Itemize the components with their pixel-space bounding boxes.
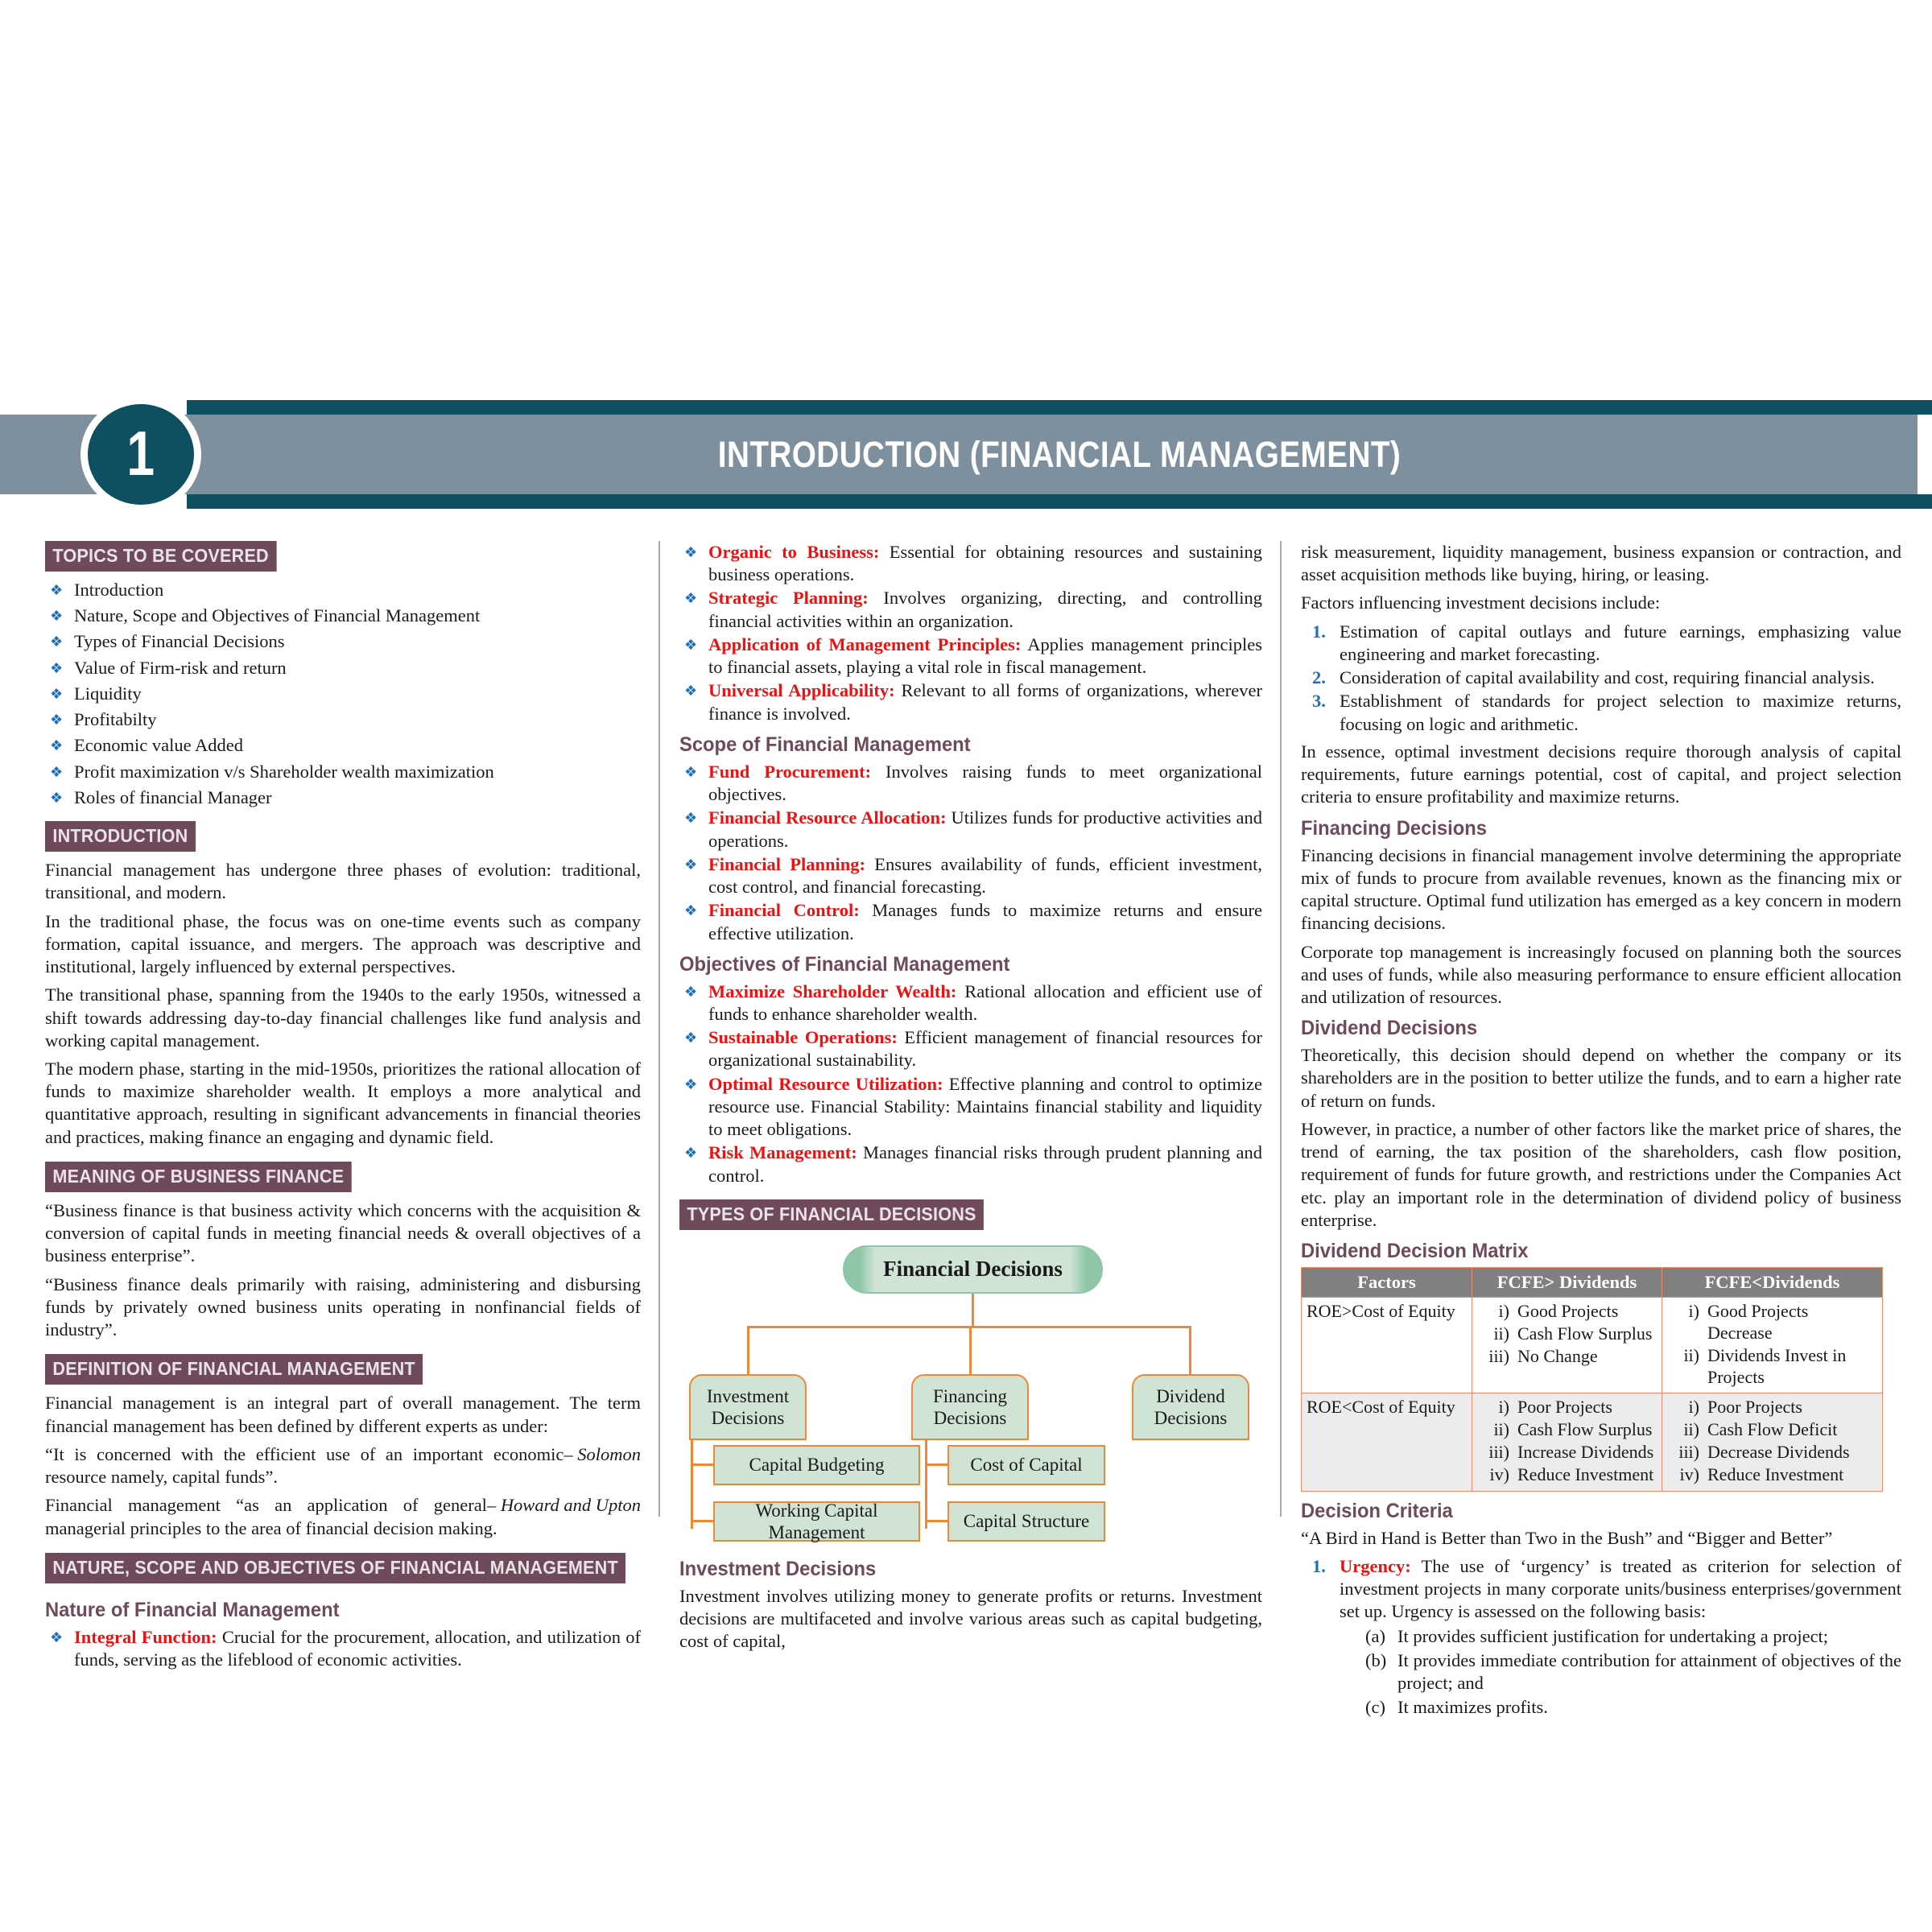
item-text: Increase Dividends <box>1517 1442 1654 1463</box>
column-header-fcfe-gt-dividends: FCFE> Dividends <box>1472 1268 1662 1298</box>
diamond-bullet-icon: ❖ <box>684 590 698 607</box>
item-lead: Sustainable Operations: <box>708 1027 898 1048</box>
flow-connector <box>691 1463 715 1466</box>
paragraph: Theoretically, this decision should depend on whether the company or its shareholders are in the position to better utilize the funds, and to earn a higher rate of return on funds. <box>1301 1045 1901 1111</box>
list-marker: i) <box>1688 1397 1699 1418</box>
right-column <box>1280 541 1901 1718</box>
chapter-title: INTRODUCTION (FINANCIAL MANAGEMENT) <box>717 433 1402 475</box>
item-text: Efficient management of financial resources for organizational sustainability. <box>708 1027 1262 1071</box>
list-item <box>1479 1442 1655 1463</box>
item-lead: Universal Applicability: <box>708 680 895 701</box>
list-item <box>1362 1649 1901 1695</box>
criteria-sub-list <box>1340 1625 1901 1719</box>
diamond-bullet-icon: ❖ <box>684 902 698 919</box>
topic-label: Economic value Added <box>74 735 243 756</box>
section-header-business-finance: MEANING OF BUSINESS FINANCE <box>45 1162 352 1192</box>
list-item <box>45 708 641 731</box>
list-item <box>1479 1323 1655 1345</box>
item-lead: Financial Planning: <box>708 853 866 874</box>
list-marker: (b) <box>1365 1649 1387 1670</box>
subheading-dividend-decision-matrix: Dividend Decision Matrix <box>1301 1240 1529 1263</box>
list-item <box>45 630 641 653</box>
list-marker: 3. <box>1312 691 1326 712</box>
item-text: No Change <box>1517 1345 1598 1366</box>
paragraph: In the traditional phase, the focus was on one-time events such as company formation, capital issuance, and mergers. The approach was descriptive and institutional, largely influenced by external perspectives. <box>45 910 641 977</box>
list-item <box>1362 1696 1901 1719</box>
list-item <box>45 761 641 783</box>
flow-node-cost-of-capital: Cost of Capital <box>947 1445 1105 1485</box>
section-header-definition: DEFINITION OF FINANCIAL MANAGEMENT <box>45 1354 423 1385</box>
item-text: Cash Flow Deficit <box>1707 1419 1838 1440</box>
item-text: Poor Projects <box>1707 1397 1802 1418</box>
list-marker: (a) <box>1365 1625 1385 1646</box>
item-text: It provides immediate contribution for attainment of objectives of the project; and <box>1397 1649 1901 1694</box>
list-marker: i) <box>1498 1397 1509 1418</box>
diamond-bullet-icon: ❖ <box>684 636 698 653</box>
item-lead: Strategic Planning: <box>708 588 869 609</box>
list-marker: iv) <box>1489 1463 1509 1484</box>
list-item <box>45 579 641 601</box>
banner-top-rule <box>187 400 1932 415</box>
diamond-bullet-icon: ❖ <box>50 685 64 702</box>
list-item <box>1479 1419 1655 1441</box>
flow-connector <box>747 1326 749 1374</box>
item-text: Involves raising funds to meet organizational objectives. <box>708 761 1262 805</box>
list-item <box>1669 1345 1876 1389</box>
flow-node-dividend-decisions: Dividend Decisions <box>1132 1374 1249 1440</box>
subheading-investment-decisions: Investment Decisions <box>679 1557 877 1580</box>
list-item <box>679 634 1262 679</box>
topics-list <box>45 579 641 809</box>
chapter-banner <box>0 400 1932 509</box>
cell-factor: ROE<Cost of Equity <box>1302 1393 1472 1491</box>
item-lead: Optimal Resource Utilization: <box>708 1073 943 1094</box>
paragraph: Corporate top management is increasingly focused on planning both the sources and uses of funds, while also measuring performance to ensure efficient allocation and utilization of resources. <box>1301 941 1901 1007</box>
cell-fcfe-lt <box>1662 1393 1883 1491</box>
list-item <box>1669 1419 1876 1441</box>
diamond-bullet-icon: ❖ <box>50 789 64 806</box>
paragraph: “A Bird in Hand is Better than Two in the Bush” and “Bigger and Better” <box>1301 1527 1833 1548</box>
flow-node-financing-decisions: Financing Decisions <box>911 1374 1029 1440</box>
list-item <box>1301 1555 1901 1719</box>
item-text: Essential for obtaining resources and sustaining business operations. <box>708 542 1263 585</box>
column-header-factors: Factors <box>1302 1268 1472 1298</box>
topic-label: Roles of financial Manager <box>74 786 272 807</box>
item-lead: Financial Control: <box>708 900 860 921</box>
item-text: The use of ‘urgency’ is treated as criterion for selection of investment projects in many corporate units/business enterprises/government set up. Urgency is assessed on the following basis: <box>1340 1555 1901 1622</box>
item-text: Effective planning and control to optimize resource use. Financial Stability: Maintains financial stability and liquidity to meet obligations. <box>708 1073 1262 1140</box>
cell-fcfe-gt <box>1472 1393 1662 1491</box>
list-item <box>45 786 641 809</box>
quote-text: Financial management “as an application of general managerial principles to the area of financial decision making. <box>45 1495 497 1538</box>
item-text: Reduce Investment <box>1517 1463 1654 1484</box>
list-marker: ii) <box>1493 1419 1509 1440</box>
list-item <box>679 853 1262 898</box>
cell-fcfe-lt <box>1662 1298 1883 1393</box>
list-item <box>1669 1301 1876 1344</box>
section-header-nature-scope: NATURE, SCOPE AND OBJECTIVES OF FINANCIAL MANAGEMENT <box>45 1553 625 1583</box>
paragraph: In essence, optimal investment decisions require thorough analysis of capital requirements, future earnings potential, cost of capital, and project selection criteria to ensure profitability and maximize returns. <box>1301 741 1901 807</box>
scope-list <box>679 761 1262 945</box>
financial-decisions-flowchart <box>679 1245 1264 1550</box>
list-marker: iii) <box>1488 1442 1509 1463</box>
list-item <box>679 679 1262 724</box>
list-marker: 1. <box>1312 1555 1326 1576</box>
topic-label: Introduction <box>74 580 164 600</box>
subheading-decision-criteria: Decision Criteria <box>1301 1499 1453 1522</box>
item-lead: Application of Management Principles: <box>708 634 1022 654</box>
item-lead: Fund Procurement: <box>708 761 872 782</box>
flow-node-investment-decisions: Investment Decisions <box>689 1374 807 1440</box>
diamond-bullet-icon: ❖ <box>684 856 698 873</box>
item-text: Good Projects Decrease <box>1707 1301 1809 1343</box>
roman-list <box>1479 1397 1655 1485</box>
list-marker: ii) <box>1493 1323 1509 1344</box>
list-marker: ii) <box>1683 1419 1699 1440</box>
list-marker: 2. <box>1312 667 1326 688</box>
list-item <box>1669 1397 1876 1418</box>
list-item <box>1301 621 1901 666</box>
list-marker: iii) <box>1488 1345 1509 1366</box>
quote-text: “It is concerned with the efficient use of an important economic resource namely, capital funds”. <box>45 1443 564 1488</box>
item-text: Reduce Investment <box>1707 1463 1844 1484</box>
list-item <box>45 683 641 705</box>
list-item <box>679 807 1262 852</box>
quote-paragraph <box>45 1443 641 1488</box>
list-item <box>1669 1464 1876 1486</box>
subheading-nature: Nature of Financial Management <box>45 1598 340 1621</box>
flow-node-root: Financial Decisions <box>843 1245 1103 1294</box>
item-text: Estimation of capital outlays and future earnings, emphasizing value engineering and market forecasting. <box>1340 621 1901 664</box>
list-item <box>45 1626 641 1671</box>
flow-node-working-capital-management: Working Capital Management <box>713 1501 920 1542</box>
item-text: Good Projects <box>1517 1301 1619 1322</box>
topic-label: Profitabilty <box>74 709 157 730</box>
item-text: Manages funds to maximize returns and ensure effective utilization. <box>708 900 1262 943</box>
roman-list <box>1479 1301 1655 1367</box>
cell-fcfe-gt <box>1472 1298 1662 1393</box>
diamond-bullet-icon: ❖ <box>50 763 64 780</box>
item-text: Crucial for the procurement, allocation, and utilization of funds, serving as the lifeblood of economic activities. <box>74 1626 641 1670</box>
diamond-bullet-icon: ❖ <box>50 608 64 625</box>
item-text: It provides sufficient justification for undertaking a project; <box>1397 1625 1829 1646</box>
item-text: Utilizes funds for productive activities and operations. <box>708 807 1262 851</box>
item-text: Rational allocation and efficient use of funds to enhance shareholder wealth. <box>708 980 1262 1024</box>
list-item <box>679 899 1262 944</box>
paragraph: However, in practice, a number of other factors like the market price of shares, the trend of earning, the tax position of the shareholders, cash flow position, requirement of funds for future growth, and restrictions under the Companies Act etc. play an important role in the determination of dividend policy of business enterprise. <box>1301 1118 1901 1230</box>
item-lead: Integral Function: <box>74 1626 217 1647</box>
content-columns <box>45 541 1901 1718</box>
list-item <box>1479 1397 1655 1418</box>
topic-label: Liquidity <box>74 683 142 704</box>
section-header-introduction: INTRODUCTION <box>45 821 196 852</box>
list-item <box>679 1026 1262 1071</box>
list-marker: i) <box>1498 1301 1509 1322</box>
diamond-bullet-icon: ❖ <box>684 1030 698 1046</box>
diamond-bullet-icon: ❖ <box>50 712 64 729</box>
list-item <box>45 657 641 679</box>
list-item <box>1479 1464 1655 1486</box>
roman-list <box>1669 1301 1876 1388</box>
paragraph: Financial management is an integral part of overall management. The term financial management has been defined by different experts as under: <box>45 1393 641 1436</box>
list-item <box>1301 690 1901 735</box>
dividend-decision-matrix-table <box>1301 1267 1883 1492</box>
list-item <box>679 980 1262 1026</box>
diamond-bullet-icon: ❖ <box>684 1075 698 1092</box>
table-row <box>1302 1298 1883 1393</box>
list-marker: 1. <box>1312 621 1326 642</box>
list-item <box>1301 667 1901 689</box>
topic-label: Value of Firm-risk and return <box>74 657 287 678</box>
section-header-types-of-decisions: TYPES OF FINANCIAL DECISIONS <box>679 1199 984 1230</box>
flow-connector <box>1189 1326 1191 1374</box>
item-text: Poor Projects <box>1517 1397 1612 1418</box>
diamond-bullet-icon: ❖ <box>684 810 698 827</box>
list-item <box>1362 1625 1901 1648</box>
flow-connector <box>925 1439 927 1529</box>
item-lead: Maximize Shareholder Wealth: <box>708 980 957 1001</box>
list-marker: ii) <box>1683 1344 1699 1365</box>
list-item <box>679 587 1262 632</box>
attribution: – Solomon <box>564 1443 641 1464</box>
item-text: Involves organizing, directing, and controlling financial activities within an organization. <box>708 588 1262 631</box>
roman-list <box>1669 1397 1876 1485</box>
item-text: Cash Flow Surplus <box>1517 1323 1653 1344</box>
item-lead: Financial Resource Allocation: <box>708 807 947 828</box>
section-header-topics: TOPICS TO BE COVERED <box>45 541 276 572</box>
item-text: Decrease Dividends <box>1707 1442 1850 1463</box>
paragraph: “Business finance deals primarily with raising, administering and disbursing funds by privately owned business units operating in nonfinancial fields of industry”. <box>45 1274 641 1340</box>
diamond-bullet-icon: ❖ <box>50 737 64 754</box>
paragraph: The modern phase, starting in the mid-1950s, prioritizes the rational allocation of funds to maximize shareholder wealth. It employs a more analytical and quantitative approach, resulting in significant advancements in financial theories and practices, making finance an engaging and dynamic field. <box>45 1058 641 1147</box>
paragraph: Financing decisions in financial management involve determining the appropriate mix of funds to procure from available revenues, known as the financing mix or capital structure. Optimal fund utilization has emerged as a key concern in modern financing decisions. <box>1301 844 1901 934</box>
flow-connector <box>969 1326 972 1374</box>
item-text: Ensures availability of funds, efficient investment, cost control, and financial forecasting. <box>708 853 1262 898</box>
diamond-bullet-icon: ❖ <box>684 983 698 1000</box>
flow-connector <box>925 1520 949 1522</box>
list-item <box>1479 1301 1655 1323</box>
column-header-fcfe-lt-dividends: FCFE<Dividends <box>1662 1268 1883 1298</box>
list-marker: iv) <box>1679 1463 1699 1484</box>
item-lead: Urgency: <box>1340 1555 1411 1576</box>
table-header-row <box>1302 1268 1883 1298</box>
flow-node-capital-budgeting: Capital Budgeting <box>713 1445 920 1485</box>
criteria-list <box>1301 1555 1901 1719</box>
table-row <box>1302 1393 1883 1491</box>
left-column <box>45 541 658 1670</box>
flow-node-capital-structure: Capital Structure <box>947 1501 1105 1542</box>
cell-factor: ROE>Cost of Equity <box>1302 1298 1472 1393</box>
objectives-list <box>679 980 1262 1187</box>
flow-connector <box>925 1463 949 1466</box>
item-text: Applies management principles to financial assets, playing a vital role in fiscal management. <box>708 634 1262 678</box>
list-item <box>1479 1346 1655 1368</box>
paragraph: Factors influencing investment decisions include: <box>1301 592 1661 613</box>
list-item <box>679 541 1262 586</box>
item-text: Dividends Invest in Projects <box>1707 1344 1847 1387</box>
list-item <box>45 605 641 627</box>
paragraph: The transitional phase, spanning from the 1940s to the early 1950s, witnessed a shift towards addressing day-to-day financial challenges like fund analysis and working capital management. <box>45 985 641 1051</box>
subheading-financing-decisions: Financing Decisions <box>1301 816 1487 840</box>
topic-label: Nature, Scope and Objectives of Financial Management <box>74 605 481 626</box>
chapter-number-badge <box>80 397 201 512</box>
list-marker: iii) <box>1678 1442 1699 1463</box>
item-text: Relevant to all forms of organizations, wherever finance is involved. <box>708 680 1262 724</box>
nature-list <box>45 1626 641 1671</box>
paragraph: “Business finance is that business activity which concerns with the acquisition & conversion of capital funds in meeting financial needs & overall objectives of a business enterprise”. <box>45 1199 641 1266</box>
item-text: Cash Flow Surplus <box>1517 1419 1653 1440</box>
item-lead: Risk Management: <box>708 1142 857 1163</box>
quote-paragraph <box>45 1494 641 1539</box>
diamond-bullet-icon: ❖ <box>50 1629 64 1645</box>
list-item <box>1669 1442 1876 1463</box>
flow-connector <box>691 1439 693 1529</box>
middle-column <box>658 541 1280 1652</box>
list-item <box>45 734 641 757</box>
paragraph: risk measurement, liquidity management, business expansion or contraction, and asset acquisition methods like buying, hiring, or leasing. <box>1301 542 1901 585</box>
item-text: Establishment of standards for project selection to maximize returns, focusing on logic and arithmetic. <box>1340 691 1901 734</box>
topic-label: Types of Financial Decisions <box>74 631 285 652</box>
item-lead: Organic to Business: <box>708 542 880 562</box>
flow-connector <box>691 1520 715 1522</box>
subheading-scope: Scope of Financial Management <box>679 733 971 756</box>
list-marker: i) <box>1688 1301 1699 1322</box>
diamond-bullet-icon: ❖ <box>684 683 698 700</box>
paragraph: Investment involves utilizing money to generate profits or returns. Investment decisions are multifaceted and involve various areas such as capital budgeting, cost of capital, <box>679 1585 1262 1652</box>
banner-bottom-rule <box>187 494 1932 509</box>
list-item <box>679 1141 1262 1187</box>
item-text: It maximizes profits. <box>1397 1697 1548 1718</box>
paragraph: Financial management has undergone three phases of evolution: traditional, transitional, and modern. <box>45 860 641 903</box>
item-text: Consideration of capital availability and cost, requiring financial analysis. <box>1340 667 1875 688</box>
subheading-dividend-decisions: Dividend Decisions <box>1301 1017 1478 1040</box>
factors-list <box>1301 621 1901 736</box>
diamond-bullet-icon: ❖ <box>684 544 698 560</box>
flow-connector <box>972 1294 974 1326</box>
chapter-number: 1 <box>126 417 155 489</box>
diamond-bullet-icon: ❖ <box>50 659 64 676</box>
topic-label: Profit maximization v/s Shareholder wealth maximization <box>74 761 494 782</box>
subheading-objectives: Objectives of Financial Management <box>679 952 1010 976</box>
nature-list-continued <box>679 541 1262 725</box>
list-item <box>679 1073 1262 1141</box>
attribution: – Howard and Upton <box>486 1495 641 1516</box>
diamond-bullet-icon: ❖ <box>50 582 64 598</box>
diamond-bullet-icon: ❖ <box>684 763 698 780</box>
list-marker: (c) <box>1365 1697 1385 1718</box>
diamond-bullet-icon: ❖ <box>684 1145 698 1162</box>
list-item <box>679 761 1262 806</box>
item-text: Manages financial risks through prudent planning and control. <box>708 1142 1262 1186</box>
diamond-bullet-icon: ❖ <box>50 634 64 650</box>
